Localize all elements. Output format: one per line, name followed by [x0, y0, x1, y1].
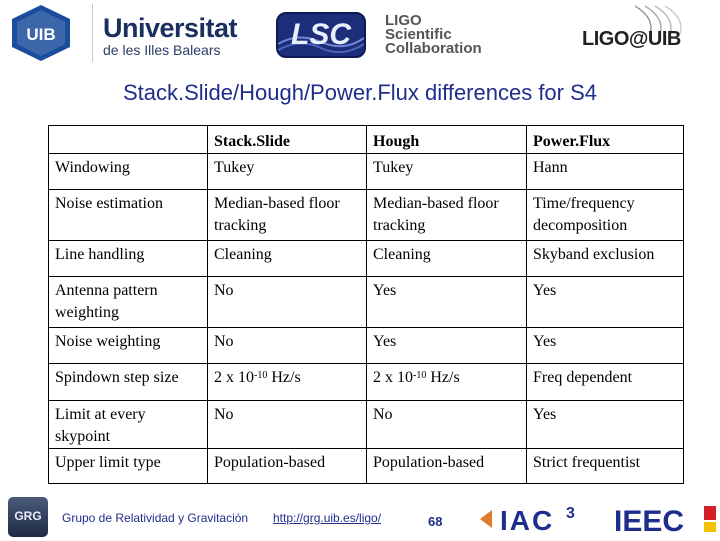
table-cell: Strict frequentist [527, 449, 684, 484]
table-cell: Yes [367, 277, 527, 328]
uib-logo [8, 4, 74, 62]
lsc-logo: LSC [276, 12, 366, 58]
header-cell: Stack.Slide [208, 126, 367, 154]
table-cell: No [208, 328, 367, 364]
university-subtitle: de les Illes Balears [103, 42, 221, 58]
row-label: Noise estimation [49, 190, 208, 241]
table-cell: Hann [527, 154, 684, 190]
table-cell: Time/frequency decomposition [527, 190, 684, 241]
table-cell: Tukey [367, 154, 527, 190]
table-cell: Population-based [208, 449, 367, 484]
svg-text:IEEC: IEEC [614, 505, 685, 536]
slide-title: Stack.Slide/Hough/Power.Flux differences for S4 [122, 80, 598, 105]
table-cell: Yes [527, 328, 684, 364]
group-name: Grupo de Relatividad y Gravitación [62, 511, 249, 525]
footer [0, 494, 720, 540]
table-cell: Yes [527, 401, 684, 449]
table-row [49, 241, 684, 277]
table-cell: No [208, 277, 367, 328]
table-cell: 2 x $10^{-10}$ Hz/s [208, 364, 367, 401]
ligo-uib-logo: LIGO@UIB [580, 4, 710, 62]
university-name: Universitat [103, 13, 238, 43]
table-row [49, 449, 684, 484]
table-row [49, 328, 684, 364]
table-header-row [49, 126, 684, 154]
table-cell: Cleaning [208, 241, 367, 277]
row-label: Upper limit type [49, 449, 208, 484]
ligo-scientific-collaboration-logo: LIGO Scientific Collaboration [385, 12, 482, 57]
svg-text:IAC: IAC [500, 505, 555, 536]
table-cell: Cleaning [367, 241, 527, 277]
page-number: 68 [428, 514, 443, 529]
table-cell: Yes [527, 277, 684, 328]
table-cell: Population-based [367, 449, 527, 484]
row-label: Windowing [49, 154, 208, 190]
svg-text:3: 3 [566, 505, 575, 522]
table-cell: Tukey [208, 154, 367, 190]
row-label: Limit at every skypoint [49, 401, 208, 449]
table-cell: Freq dependent [527, 364, 684, 401]
table-cell: No [208, 401, 367, 449]
group-website-link[interactable]: http://grg.uib.es/ligo/ [273, 511, 382, 525]
table-cell: Skyband exclusion [527, 241, 684, 277]
grg-logo: GRG [8, 497, 48, 537]
university-name-block [103, 14, 237, 58]
iac3-logo [478, 502, 588, 536]
ieec-logo [612, 502, 720, 536]
row-label: Antenna pattern weighting [49, 277, 208, 328]
table-cell: Median-based floor tracking [367, 190, 527, 241]
table-row [49, 401, 684, 449]
table-cell: 2 x $10^{-10}$ Hz/s [367, 364, 527, 401]
svg-text:UIB: UIB [26, 25, 56, 44]
table-cell: Median-based floor tracking [208, 190, 367, 241]
header-cell: Power.Flux [527, 126, 684, 154]
header-divider [92, 4, 93, 62]
row-label: Spindown step size [49, 364, 208, 401]
table-cell: No [367, 401, 527, 449]
header-cell [49, 126, 208, 154]
table-row [49, 277, 684, 328]
table-row [49, 364, 684, 401]
row-label: Line handling [49, 241, 208, 277]
table-row [49, 190, 684, 241]
table-cell: Yes [367, 328, 527, 364]
table-row [49, 154, 684, 190]
comparison-table [48, 125, 684, 484]
header-cell: Hough [367, 126, 527, 154]
row-label: Noise weighting [49, 328, 208, 364]
